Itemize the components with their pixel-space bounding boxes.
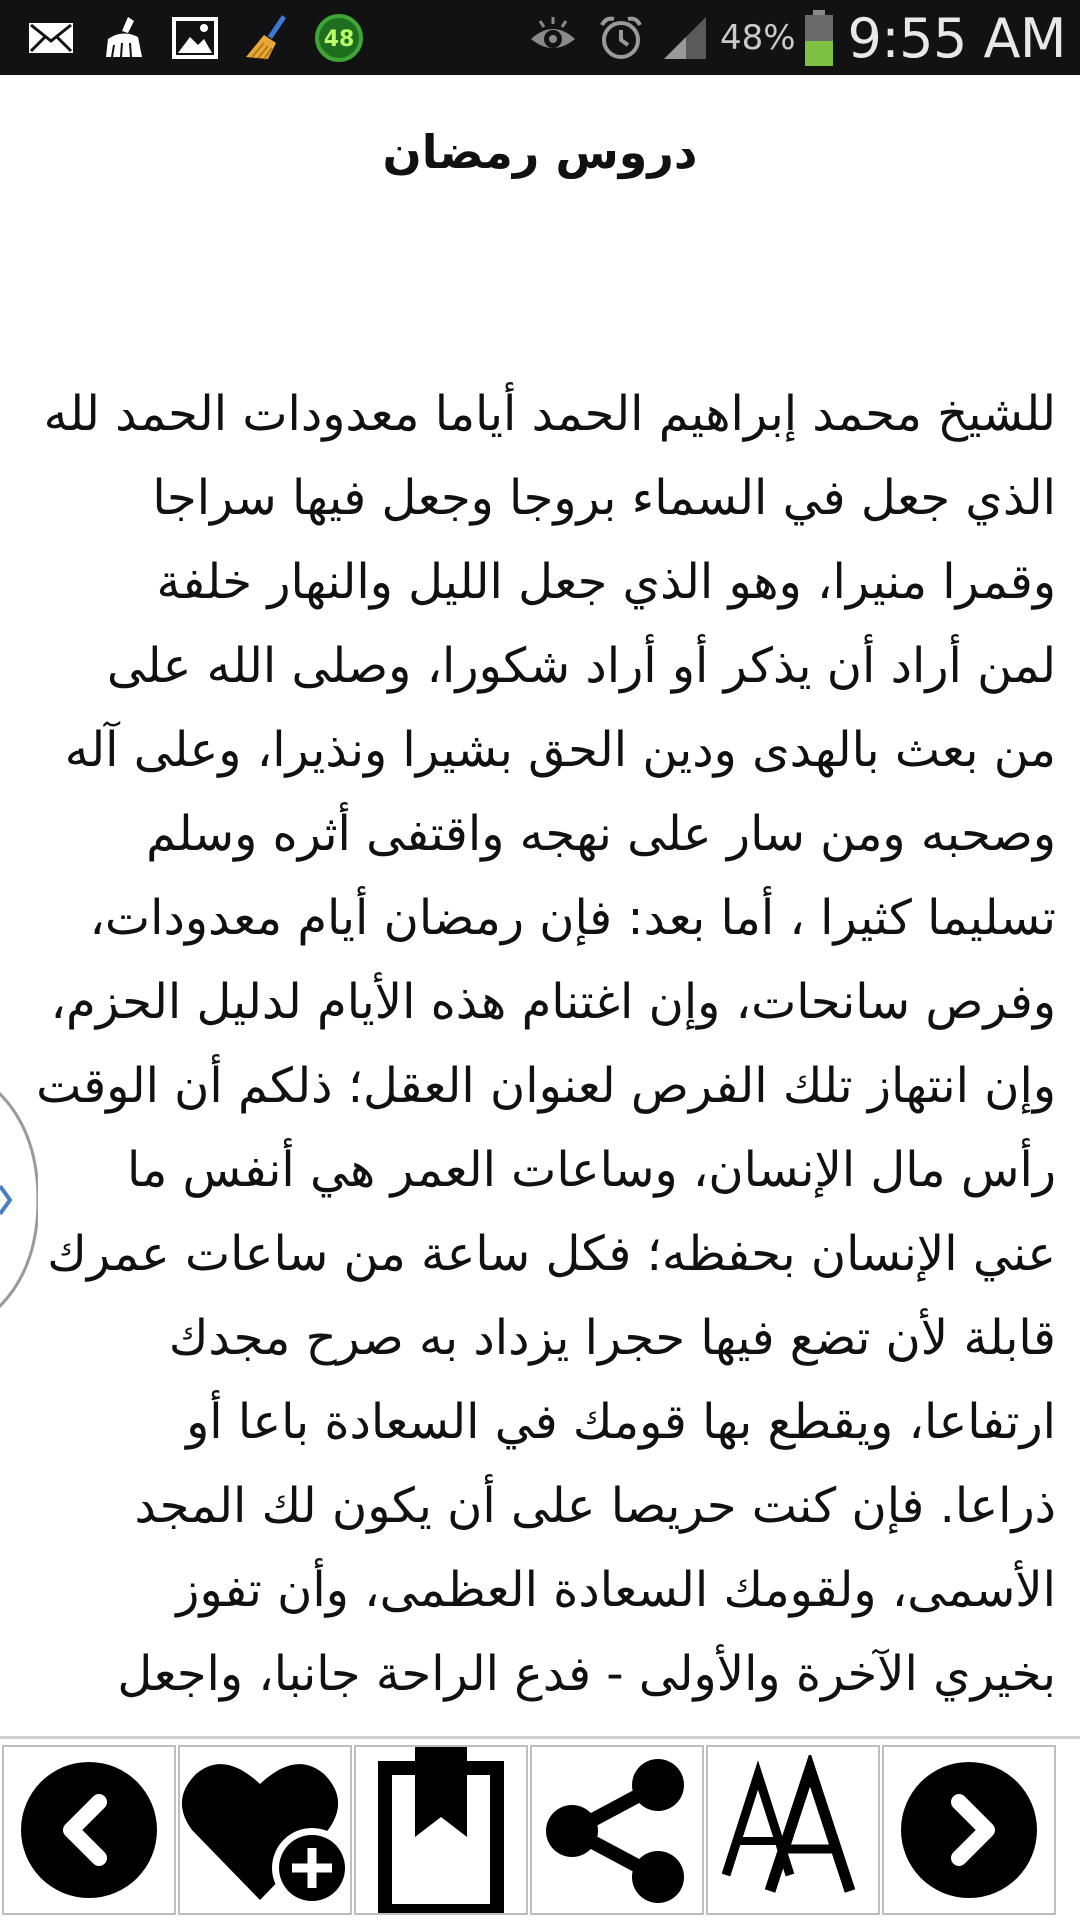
counter-badge-icon <box>314 13 364 63</box>
bookmark-button[interactable] <box>354 1745 528 1915</box>
article-line: وإن انتهاز تلك الفرص لعنوان العقل؛ ذلكم أن الوقت <box>36 1058 1056 1114</box>
article-line: لمن أراد أن يذكر أو أراد شكورا، وصلى الله على <box>106 638 1056 694</box>
drawer-handle[interactable] <box>0 1080 38 1320</box>
article-line: الأسمى، ولقومك السعادة العظمى، وأن تفوز <box>176 1562 1056 1618</box>
chevron-right-icon <box>899 1760 1039 1900</box>
share-button[interactable] <box>530 1745 704 1915</box>
article-line: رأس مال الإنسان، وساعات العمر هي أنفس ما <box>126 1142 1056 1198</box>
alarm-icon <box>596 13 646 63</box>
heart-plus-icon <box>180 1750 350 1910</box>
article-line: ذراعا. فإن كنت حريصا على أن يكون لك المجد <box>134 1478 1056 1534</box>
status-bar <box>0 0 1080 75</box>
previous-button[interactable] <box>2 1745 176 1915</box>
article-line: وفرص سانحات، وإن اغتنام هذه الأيام لدليل الحزم، <box>50 974 1056 1030</box>
notification-icons <box>26 10 364 66</box>
share-icon <box>542 1755 692 1905</box>
cleaner-icon <box>98 13 148 63</box>
bookmark-icon <box>371 1747 511 1913</box>
image-icon <box>170 13 220 63</box>
broom-icon <box>242 13 292 63</box>
article-line: وصحبه ومن سار على نهجه واقتفى أثره وسلم <box>146 806 1056 862</box>
article-body <box>30 372 1056 1716</box>
eye-icon <box>528 13 578 63</box>
article-line: قابلة لأن تضع فيها حجرا يزداد به صرح مجدك <box>168 1310 1056 1366</box>
article-line: الذي جعل في السماء بروجا وجعل فيها سراجا <box>152 470 1056 526</box>
article-line: من بعث بالهدى ودين الحق بشيرا ونذيرا، وعلى آله <box>64 722 1056 778</box>
add-favorite-button[interactable] <box>178 1745 352 1915</box>
bottom-toolbar <box>0 1736 1080 1923</box>
system-icons <box>528 6 1066 70</box>
font-size-button[interactable] <box>706 1745 880 1915</box>
battery-icon <box>804 9 834 67</box>
article-line: تسليما كثيرا ، أما بعد: فإن رمضان أيام معدودات، <box>89 890 1056 946</box>
font-size-icon <box>718 1755 868 1905</box>
article-line: بخيري الآخرة والأولى - فدع الراحة جانبا، واجعل <box>117 1646 1056 1702</box>
article-line: للشيخ محمد إبراهيم الحمد أياما معدودات الحمد لله <box>43 386 1056 442</box>
notification-count: 48 <box>323 27 355 52</box>
article-line: عني الإنسان بحفظه؛ فكل ساعة من ساعات عمرك <box>47 1226 1056 1282</box>
page-title: دروس رمضان <box>382 125 698 179</box>
clock: 9:55 AM <box>847 6 1066 70</box>
mail-icon <box>26 13 76 63</box>
article-line: وقمرا منيرا، وهو الذي جعل الليل والنهار خلفة <box>156 554 1056 610</box>
article-line: ارتفاعا، ويقطع بها قومك في السعادة باعا أو <box>186 1394 1056 1450</box>
signal-icon <box>660 13 710 63</box>
chevron-left-icon <box>19 1760 159 1900</box>
next-button[interactable] <box>882 1745 1056 1915</box>
battery-percent: 48% <box>719 18 796 58</box>
